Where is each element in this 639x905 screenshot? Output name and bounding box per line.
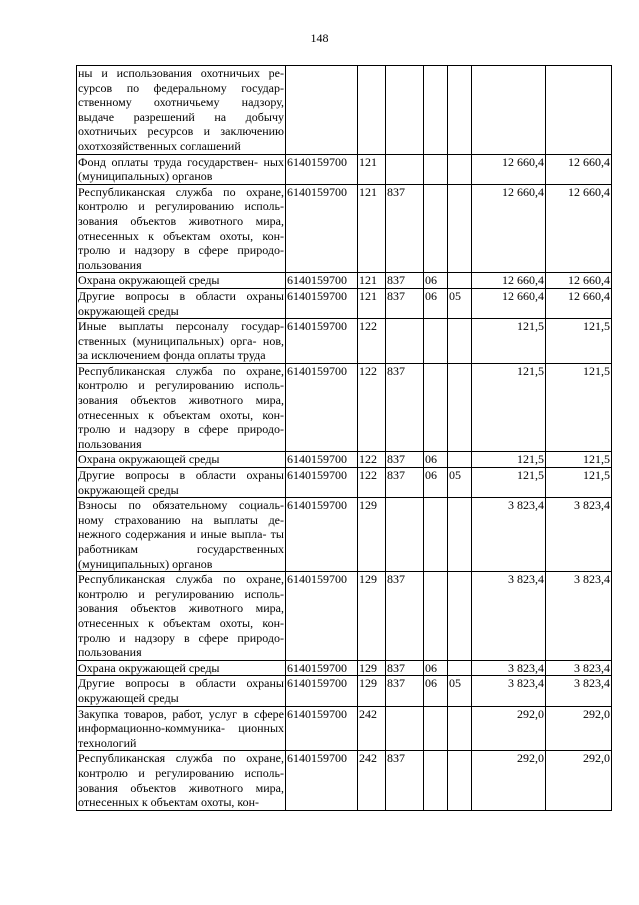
table-row	[77, 363, 612, 452]
table-row	[77, 676, 612, 706]
table-row	[77, 498, 612, 572]
amount-2: 3 823,4	[546, 660, 612, 676]
amount-1: 292,0	[472, 751, 546, 810]
amount-1: 121,5	[472, 452, 546, 468]
amount-1: 121,5	[472, 468, 546, 498]
amount-2: 12 660,4	[546, 273, 612, 289]
amount-2: 3 823,4	[546, 498, 612, 572]
row-description: Взносы по обязательному социаль- ному страхованию на выплаты де- нежного содержания и иные выпла- ты работникам государственных (муниципальных) органов	[78, 498, 284, 571]
amount-2: 121,5	[546, 319, 612, 364]
expense-type-code: 122	[358, 452, 386, 468]
table-row	[77, 572, 612, 661]
table-row	[77, 273, 612, 289]
section-code: 06	[424, 452, 448, 468]
row-description: Иные выплаты персоналу государ- ственных (муниципальных) орга- нов, за исключением фонда оплаты труда	[78, 319, 284, 363]
subsection-code	[448, 184, 472, 273]
row-description: Закупка товаров, работ, услуг в сфере информационно-коммуника- ционных технологий	[78, 706, 284, 750]
row-description: Другие вопросы в области охраны окружающей среды	[78, 468, 284, 497]
amount-1	[472, 66, 546, 155]
section-code	[424, 66, 448, 155]
subsection-code	[448, 706, 472, 751]
expense-type-code: 121	[358, 273, 386, 289]
department-code	[386, 66, 424, 155]
table-row	[77, 660, 612, 676]
row-description: Республиканская служба по охране, контролю и регулированию исполь- зования объектов животного мира, отнесенных к объектам охоты, кон- тролю и надзору в сфере природо- пользования	[78, 363, 284, 451]
department-code: 837	[386, 676, 424, 706]
subsection-code	[448, 572, 472, 661]
subsection-code	[448, 363, 472, 452]
department-code: 837	[386, 468, 424, 498]
amount-2: 12 660,4	[546, 184, 612, 273]
table-row	[77, 751, 612, 810]
expense-type-code	[358, 66, 386, 155]
section-code	[424, 154, 448, 184]
amount-1: 12 660,4	[472, 273, 546, 289]
target-article-code: 6140159700	[286, 706, 358, 751]
section-code	[424, 498, 448, 572]
subsection-code	[448, 319, 472, 364]
row-description: Республиканская служба по охране, контролю и регулированию исполь- зования объектов животного мира, отнесенных к объектам охоты, кон- тролю и надзору в сфере природо- пользования	[78, 184, 284, 272]
expense-type-code: 122	[358, 319, 386, 364]
amount-1: 292,0	[472, 706, 546, 751]
section-code	[424, 751, 448, 810]
section-code	[424, 706, 448, 751]
expense-type-code: 129	[358, 498, 386, 572]
target-article-code: 6140159700	[286, 751, 358, 810]
target-article-code: 6140159700	[286, 288, 358, 318]
department-code: 837	[386, 184, 424, 273]
department-code: 837	[386, 572, 424, 661]
subsection-code	[448, 154, 472, 184]
target-article-code: 6140159700	[286, 154, 358, 184]
target-article-code: 6140159700	[286, 676, 358, 706]
target-article-code: 6140159700	[286, 184, 358, 273]
expense-type-code: 121	[358, 154, 386, 184]
table-row	[77, 319, 612, 364]
department-code	[386, 498, 424, 572]
amount-1: 3 823,4	[472, 676, 546, 706]
subsection-code	[448, 498, 472, 572]
amount-2: 12 660,4	[546, 154, 612, 184]
section-code: 06	[424, 660, 448, 676]
expense-type-code: 129	[358, 572, 386, 661]
table-row	[77, 452, 612, 468]
subsection-code: 05	[448, 468, 472, 498]
amount-1: 3 823,4	[472, 572, 546, 661]
expense-type-code: 121	[358, 184, 386, 273]
table-row	[77, 184, 612, 273]
target-article-code	[286, 66, 358, 155]
row-description: Другие вопросы в области охраны окружающей среды	[78, 288, 284, 318]
expense-type-code: 242	[358, 706, 386, 751]
target-article-code: 6140159700	[286, 319, 358, 364]
amount-2: 3 823,4	[546, 676, 612, 706]
amount-1: 121,5	[472, 363, 546, 452]
expense-type-code: 242	[358, 751, 386, 810]
amount-2: 12 660,4	[546, 288, 612, 318]
section-code	[424, 184, 448, 273]
row-description: Республиканская служба по охране, контролю и регулированию исполь- зования объектов животного мира, отнесенных к объектам охоты, кон-	[78, 751, 284, 810]
department-code: 837	[386, 288, 424, 318]
department-code: 837	[386, 660, 424, 676]
section-code: 06	[424, 273, 448, 289]
expense-type-code: 122	[358, 468, 386, 498]
amount-1: 3 823,4	[472, 498, 546, 572]
amount-2: 121,5	[546, 468, 612, 498]
amount-1: 3 823,4	[472, 660, 546, 676]
amount-2: 292,0	[546, 751, 612, 810]
section-code	[424, 572, 448, 661]
page-number: 148	[310, 31, 329, 45]
amount-1: 121,5	[472, 319, 546, 364]
table-row	[77, 66, 612, 155]
row-description: Охрана окружающей среды	[77, 452, 286, 468]
row-description: ны и использования охотничьих ре- сурсов по федеральному государ- ственному охотничьему надзору, выдаче разрешений на добычу охотничьих ресурсов и заключению охотхозяйственных соглашений	[78, 66, 284, 153]
subsection-code	[448, 660, 472, 676]
subsection-code	[448, 66, 472, 155]
amount-2: 121,5	[546, 363, 612, 452]
subsection-code	[448, 452, 472, 468]
department-code: 837	[386, 363, 424, 452]
department-code	[386, 706, 424, 751]
target-article-code: 6140159700	[286, 273, 358, 289]
table-row	[77, 288, 612, 318]
target-article-code: 6140159700	[286, 572, 358, 661]
target-article-code: 6140159700	[286, 498, 358, 572]
expense-type-code: 129	[358, 676, 386, 706]
amount-1: 12 660,4	[472, 184, 546, 273]
amount-2	[546, 66, 612, 155]
subsection-code: 05	[448, 288, 472, 318]
table-row	[77, 706, 612, 751]
amount-2: 3 823,4	[546, 572, 612, 661]
section-code: 06	[424, 288, 448, 318]
department-code: 837	[386, 273, 424, 289]
budget-table	[76, 65, 612, 811]
subsection-code: 05	[448, 676, 472, 706]
table-row	[77, 468, 612, 498]
target-article-code: 6140159700	[286, 468, 358, 498]
row-description: Республиканская служба по охране, контролю и регулированию исполь- зования объектов животного мира, отнесенных к объектам охоты, кон- тролю и надзору в сфере природо- пользования	[78, 572, 284, 660]
table-row	[77, 154, 612, 184]
section-code	[424, 319, 448, 364]
row-description: Охрана окружающей среды	[77, 660, 286, 676]
row-description: Фонд оплаты труда государствен- ных (муниципальных) органов	[78, 154, 284, 184]
expense-type-code: 122	[358, 363, 386, 452]
section-code: 06	[424, 468, 448, 498]
section-code	[424, 363, 448, 452]
amount-1: 12 660,4	[472, 154, 546, 184]
amount-1: 12 660,4	[472, 288, 546, 318]
amount-2: 292,0	[546, 706, 612, 751]
department-code	[386, 154, 424, 184]
subsection-code	[448, 751, 472, 810]
subsection-code	[448, 273, 472, 289]
department-code	[386, 319, 424, 364]
table-body	[77, 66, 612, 811]
amount-2: 121,5	[546, 452, 612, 468]
department-code: 837	[386, 452, 424, 468]
department-code: 837	[386, 751, 424, 810]
row-description: Охрана окружающей среды	[77, 273, 286, 289]
target-article-code: 6140159700	[286, 660, 358, 676]
target-article-code: 6140159700	[286, 452, 358, 468]
row-description: Другие вопросы в области охраны окружающей среды	[78, 676, 284, 705]
section-code: 06	[424, 676, 448, 706]
expense-type-code: 129	[358, 660, 386, 676]
target-article-code: 6140159700	[286, 363, 358, 452]
expense-type-code: 121	[358, 288, 386, 318]
